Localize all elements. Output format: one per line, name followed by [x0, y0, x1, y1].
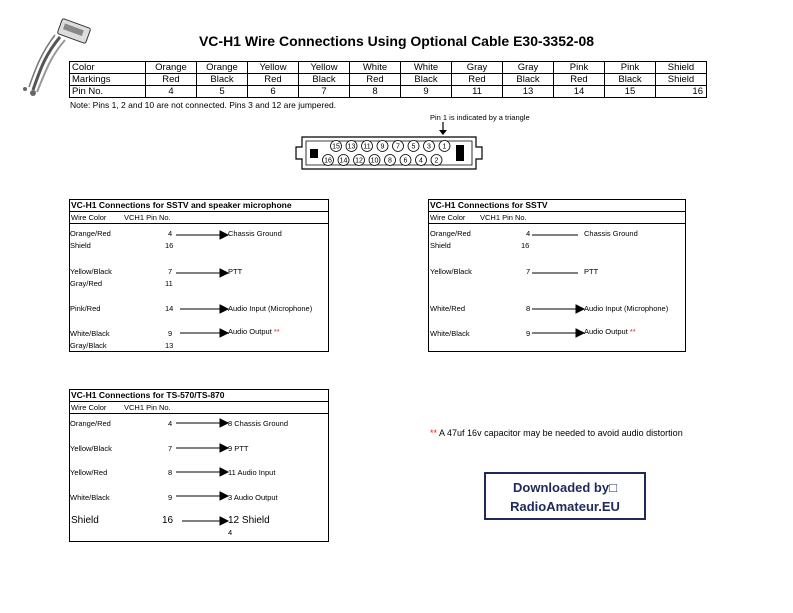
- color-cell: Orange: [197, 62, 248, 74]
- download-line2: RadioAmateur.EU: [510, 499, 620, 514]
- connector-diagram: [294, 135, 484, 171]
- color-cell: Pink: [554, 62, 605, 74]
- wire-label: White/Black: [70, 329, 110, 338]
- connector-pin: [385, 155, 396, 166]
- marking-cell: Black: [197, 74, 248, 86]
- box1-arrows: [172, 228, 232, 338]
- connector-pin-label: 6: [403, 157, 408, 165]
- pin-value: 16: [521, 241, 530, 250]
- pin-row: [70, 86, 707, 98]
- connector-pin-label: 7: [396, 143, 400, 151]
- wire-label: Yellow/Red: [70, 468, 108, 477]
- wire-label: Orange/Red: [70, 419, 111, 428]
- connector-pin-label: 1: [442, 143, 447, 151]
- pin-cell: 14: [554, 86, 605, 98]
- dest-label: 11 Audio Input: [228, 468, 276, 477]
- wire-label: Orange/Red: [430, 229, 471, 238]
- wire-label: Yellow/Black: [430, 267, 472, 276]
- row-label: Markings: [70, 74, 146, 86]
- pin-value: 13: [165, 341, 174, 350]
- pin-cell: 15: [605, 86, 656, 98]
- marking-cell: Shield: [656, 74, 707, 86]
- download-line1: Downloaded by□: [513, 480, 617, 495]
- dest-label: Chassis Ground: [584, 229, 638, 238]
- footnote-mark: **: [430, 428, 438, 438]
- connector-pin: [393, 141, 404, 152]
- wire-label: Gray/Black: [70, 341, 107, 350]
- col-pin-no: VCH1 Pin No.: [124, 403, 171, 412]
- dest-label: PTT: [228, 267, 243, 276]
- pin-cell: 16: [656, 86, 707, 98]
- connector-pin: [369, 155, 380, 166]
- box-column-header: [70, 212, 328, 224]
- marking-cell: Red: [248, 74, 299, 86]
- box-title: VC-H1 Connections for SSTV: [429, 200, 685, 212]
- marking-cell: Black: [503, 74, 554, 86]
- pin-value: 16: [162, 515, 174, 526]
- connector-pin: [338, 155, 349, 166]
- connector-pin-label: 13: [347, 143, 356, 151]
- color-cell: White: [401, 62, 452, 74]
- connector-pin-label: 5: [411, 143, 416, 151]
- connector-pin-label: 9: [380, 143, 385, 151]
- dest-label: [584, 327, 636, 336]
- box3-arrows: [172, 418, 232, 528]
- connector-pin-label: 3: [427, 143, 431, 151]
- dest-label: 9 PTT: [228, 444, 249, 453]
- pin-value: 9: [526, 329, 531, 338]
- connector-pin-label: 8: [388, 157, 392, 165]
- wire-label: White/Red: [430, 304, 466, 313]
- dest-text: Audio Output: [584, 327, 628, 336]
- row-label: Color: [70, 62, 146, 74]
- marking-cell: Black: [299, 74, 350, 86]
- pin-value: 8: [168, 468, 173, 477]
- color-cell: Yellow: [299, 62, 350, 74]
- col-wire-color: Wire Color: [71, 213, 107, 222]
- connector-pin: [323, 155, 334, 166]
- pin-value: 11: [165, 279, 173, 288]
- pin-value: 14: [165, 304, 174, 313]
- color-cell: Gray: [452, 62, 503, 74]
- marking-cell: Red: [146, 74, 197, 86]
- pin-value: 7: [168, 444, 173, 453]
- connector-pin-label: 11: [363, 143, 371, 151]
- connector-pin: [416, 155, 427, 166]
- connector-pin-label: 14: [339, 157, 348, 165]
- color-cell: Gray: [503, 62, 554, 74]
- pin-cell: 8: [350, 86, 401, 98]
- box2-arrows: [528, 228, 588, 338]
- wire-label: Shield: [430, 241, 451, 250]
- pin1-label: Pin 1 is indicated by a triangle: [430, 113, 530, 122]
- wire-label: Yellow/Black: [70, 444, 112, 453]
- footnote-mark: **: [273, 327, 280, 336]
- dest-label: 12 Shield: [228, 515, 270, 526]
- dest-label: Chassis Ground: [228, 229, 282, 238]
- dest-label: Audio Input (Microphone): [228, 304, 313, 313]
- connector-pin: [331, 141, 342, 152]
- pin-cell: 11: [452, 86, 503, 98]
- markings-row: [70, 74, 707, 86]
- wire-label: Gray/Red: [70, 279, 103, 288]
- marking-cell: Black: [401, 74, 452, 86]
- marking-cell: Red: [350, 74, 401, 86]
- pin-note: Note: Pins 1, 2 and 10 are not connected. Pins 3 and 12 are jumpered.: [70, 100, 337, 110]
- connector-pin: [439, 141, 450, 152]
- pin-value: 4: [526, 229, 531, 238]
- color-row: [70, 62, 707, 74]
- wire-label: Shield: [70, 241, 91, 250]
- connector-pin-label: 15: [332, 143, 340, 151]
- wire-label: White/Black: [430, 329, 470, 338]
- marking-cell: Black: [605, 74, 656, 86]
- wire-label: Pink/Red: [70, 304, 101, 313]
- pin-value: 9: [168, 329, 173, 338]
- connector-pin: [354, 155, 365, 166]
- pin-value: 9: [168, 493, 173, 502]
- pin-value: 8: [526, 304, 531, 313]
- dest-label: 8 Chassis Ground: [228, 419, 289, 428]
- connector-pin: [346, 141, 357, 152]
- dest-label: Audio Input (Microphone): [584, 304, 669, 313]
- dest-label: [228, 327, 280, 336]
- marking-cell: Red: [452, 74, 503, 86]
- wire-label: Yellow/Black: [70, 267, 112, 276]
- color-cell: Orange: [146, 62, 197, 74]
- connector-pin-label: 16: [324, 157, 332, 165]
- box-column-header: [429, 212, 685, 224]
- pin-value: 4: [168, 229, 173, 238]
- connector-pin: [377, 141, 388, 152]
- dest-label: PTT: [584, 267, 599, 276]
- footnote-text: A 47uf 16v capacitor may be needed to avoid audio distortion: [439, 428, 683, 438]
- dest-label: 3 Audio Output: [228, 493, 278, 502]
- connector-pin-label: 12: [355, 157, 363, 165]
- connector-pin: [362, 141, 373, 152]
- connector-pin: [431, 155, 442, 166]
- pin-cell: 4: [146, 86, 197, 98]
- color-cell: Pink: [605, 62, 656, 74]
- pin-cell: 9: [401, 86, 452, 98]
- download-badge: [484, 472, 646, 520]
- wire-label: Shield: [71, 515, 99, 526]
- color-cell: White: [350, 62, 401, 74]
- wire-label: White/Black: [70, 493, 110, 502]
- box-title: VC-H1 Connections for TS-570/TS-870: [70, 390, 328, 402]
- connector-pin: [400, 155, 411, 166]
- pin-cell: 13: [503, 86, 554, 98]
- pin-cell: 5: [197, 86, 248, 98]
- connector-pin: [408, 141, 419, 152]
- pin-value: 7: [526, 267, 531, 276]
- footnote-mark: **: [629, 327, 636, 336]
- pin-value: 7: [168, 267, 173, 276]
- dest-secondary: 4: [228, 528, 233, 537]
- connector-pin-label: 10: [370, 157, 379, 165]
- pin-cell: 6: [248, 86, 299, 98]
- color-cell: Shield: [656, 62, 707, 74]
- pin-value: 16: [165, 241, 174, 250]
- col-pin-no: VCH1 Pin No.: [480, 213, 527, 222]
- pin-table: [69, 61, 707, 98]
- pin-cell: 7: [299, 86, 350, 98]
- row-label: Pin No.: [70, 86, 146, 98]
- pin1-arrow: [437, 122, 449, 136]
- marking-cell: Red: [554, 74, 605, 86]
- pin-value: 4: [168, 419, 173, 428]
- col-wire-color: Wire Color: [71, 403, 107, 412]
- page-title: VC-H1 Wire Connections Using Optional Cable E30-3352-08: [198, 33, 595, 49]
- col-pin-no: VCH1 Pin No.: [124, 213, 171, 222]
- connector-pin: [424, 141, 435, 152]
- capacitor-footnote: [430, 428, 683, 438]
- connector-pin-label: 2: [434, 157, 439, 165]
- wire-label: Orange/Red: [70, 229, 111, 238]
- dest-text: Audio Output: [228, 327, 272, 336]
- box-title: VC-H1 Connections for SSTV and speaker microphone: [70, 200, 328, 212]
- box-column-header: [70, 402, 328, 414]
- col-wire-color: Wire Color: [430, 213, 466, 222]
- connector-pin-label: 4: [419, 157, 423, 165]
- color-cell: Yellow: [248, 62, 299, 74]
